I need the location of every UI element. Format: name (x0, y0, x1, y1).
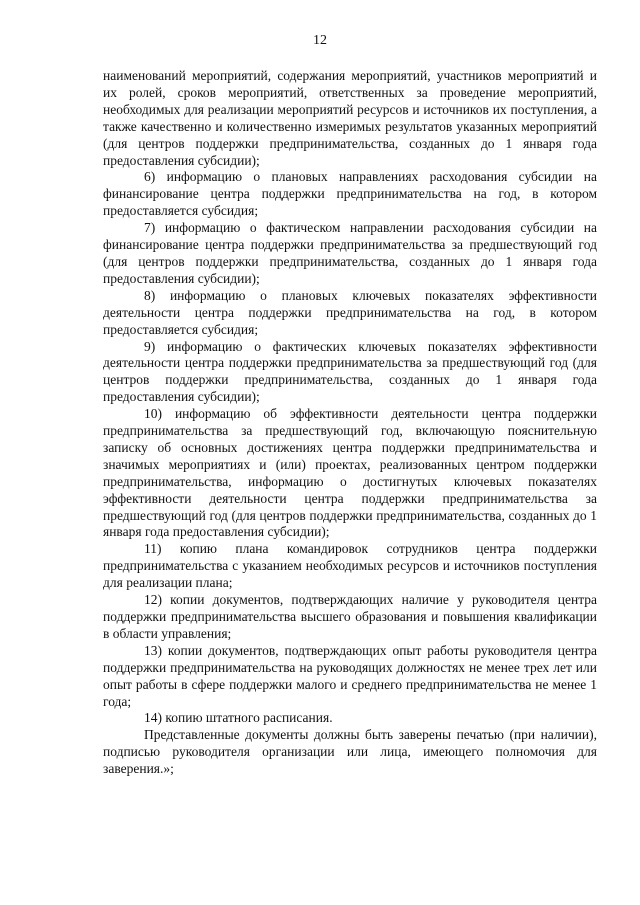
paragraph-item-14: 14) копию штатного расписания. (144, 710, 333, 726)
paragraph-item-9: 9) информацию о фактических ключевых показателях эффективности деятельности центра поддержки предпринимательства за предшествующий год (для центров поддержки предпринимательства, созданных до 1 января года предоставления субсидии); (103, 338, 597, 405)
paragraph-item-10: 10) информацию об эффективности деятельности центра поддержки предпринимательства за предшествующий год, включающую пояснительную записку об основных достижениях центра поддержки предпринимательства и значимых мероприятиях и (или) проектах, реализованных центром поддержки предпринимательства, информацию о достигнутых ключевых показателях эффективности деятельности центра поддержки предпринимательства за предшествующий год (для центров поддержки предпринимательства, созданных до 1 января года предоставления субсидии); (103, 406, 597, 540)
paragraph-item-13: 13) копии документов, подтверждающих опыт работы руководителя центра поддержки предпринимательства на руководящих должностях не менее трех лет или опыт работы в сфере поддержки малого и среднего предпринимательства не менее 1 года; (103, 642, 597, 709)
paragraph-item-6: 6) информацию о плановых направлениях расходования субсидии на финансирование центра поддержки предпринимательства на год, в котором предоставляется субсидия; (103, 169, 597, 219)
paragraph-closing: Представленные документы должны быть заверены печатью (при наличии), подписью руководителя организации или лица, имеющего полномочия для заверения.»; (103, 727, 597, 777)
paragraph-continuation: наименований мероприятий, содержания мероприятий, участников мероприятий и их ролей, сроков мероприятий, ответственных за проведение мероприятий, необходимых для реализации мероприятий ресурсов и источников их поступления, а также качественно и количественно измеримых результатов указанных мероприятий (для центров поддержки предпринимательства, созданных до 1 января года предоставления субсидии); (103, 68, 597, 168)
paragraph-item-12: 12) копии документов, подтверждающих наличие у руководителя центра поддержки предпринимательства высшего образования и повышения квалификации в области управления; (103, 592, 597, 641)
paragraph-item-7: 7) информацию о фактическом направлении расходования субсидии на финансирование центра поддержки предпринимательства за предшествующий год (для центров поддержки предпринимательства, созданных до 1 января года предоставления субсидии); (103, 220, 597, 286)
page-number: 12 (313, 33, 327, 48)
paragraph-item-11: 11) копию плана командировок сотрудников центра поддержки предпринимательства с указанием необходимых ресурсов и источников поступления для реализации плана; (103, 541, 597, 591)
paragraph-item-8: 8) информацию о плановых ключевых показателях эффективности деятельности центра поддержки предпринимательства на год, в котором предоставляется субсидия; (103, 287, 597, 337)
document-body (103, 68, 597, 778)
